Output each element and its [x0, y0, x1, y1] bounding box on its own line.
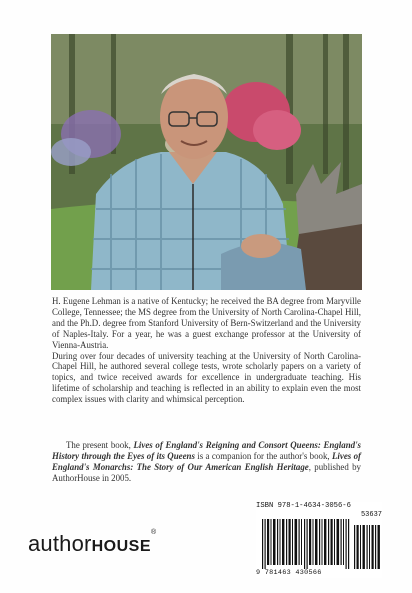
author-photo: [51, 34, 362, 290]
book-paragraph: [52, 440, 361, 484]
barcode-icon: [256, 519, 382, 569]
companion-book-title: Lives of England's Monarchs: The Story of Our American English Heritage: [52, 450, 361, 472]
isbn-barcode: [256, 502, 382, 578]
publisher-logo: [28, 531, 156, 557]
isbn-number: ISBN 978-1-4634-3056-6: [256, 502, 351, 510]
barcode-digits: 9 781463 430566: [256, 569, 322, 577]
book-description: [52, 440, 361, 484]
registered-mark: ®: [151, 529, 157, 536]
logo-author-text: author: [28, 531, 92, 556]
price-addon: 53637: [360, 511, 382, 519]
author-bio: [52, 296, 361, 405]
book-title: Lives of England's Reigning and Consort Queens: England's History through the Eyes of its Queens: [52, 440, 361, 461]
book-middle-text: is a companion for the author's book,: [194, 450, 333, 461]
bio-paragraph-1: H. Eugene Lehman is a native of Kentucky; he received the BA degree from Maryville College, Tennessee; the MS degree from the University of North Carolina-Chapel Hill, and the Ph.D. degree from Stanford University of Bern-Switzerland and the University of Naples-Italy. For a year, he was a guest exchange professor at the University of Vienna-Austria.: [52, 296, 361, 350]
logo-house-text: HOUSE: [91, 538, 151, 555]
book-tail-text: , published by AuthorHouse in 2005.: [52, 461, 361, 483]
book-lead-text: The present book,: [66, 440, 134, 450]
bio-paragraph-2: During over four decades of university teaching at the University of North Carolina-Chapel Hill, he authored several college tests, wrote scholarly papers on a variety of topics, and twice received awards for excellence in undergraduate teaching. His lifetime of scholarship and teaching is reflected in an ability to explain even the most complex issues with clarity and whimsical perception.: [52, 350, 361, 405]
